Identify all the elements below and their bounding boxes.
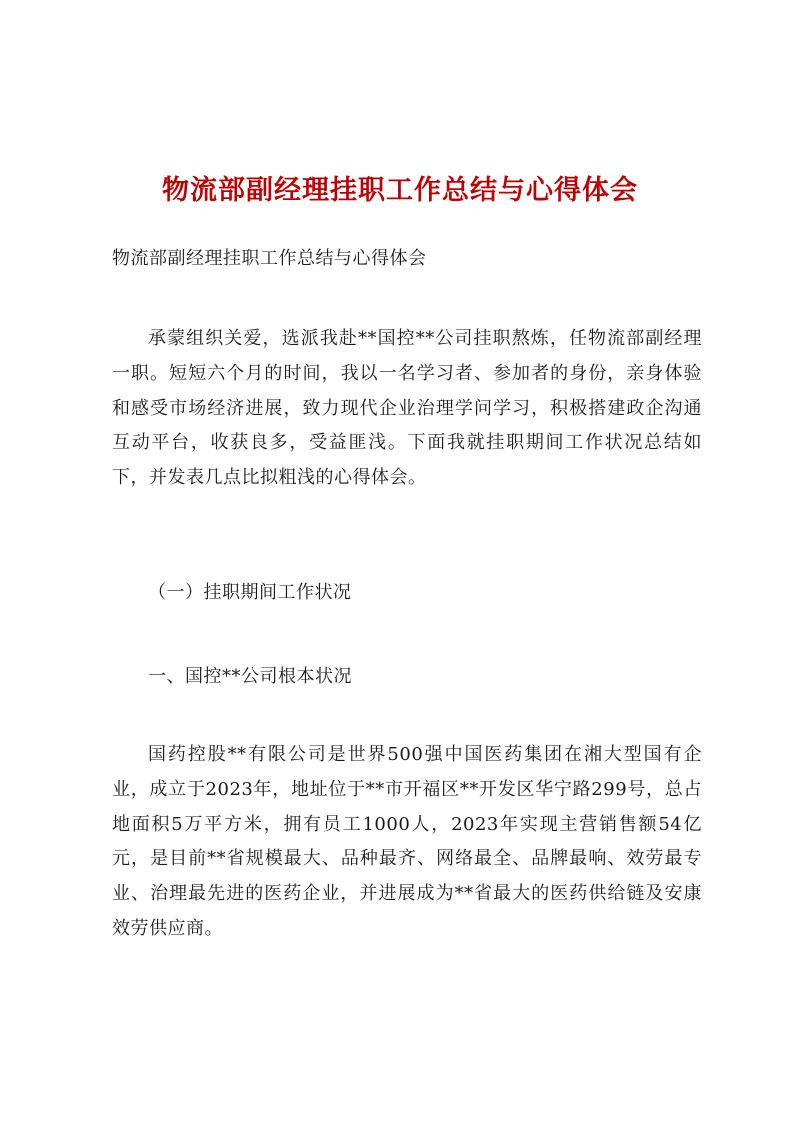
body-paragraph: 国药控股**有限公司是世界500强中国医药集团在湘大型国有企业，成立于2023年，地址位于**市开福区**开发区华宁路299号，总占地面积5万平方米，拥有员工1000人，2023年实现主营销售额54亿元，是目前**省规模最大、品种最齐、网络最全、品牌最响、效劳最专业、治理最先进的医药企业，并进展成为**省最大的医药供给链及安康效劳供应商。 <box>112 744 702 939</box>
section-heading: （一）挂职期间工作状况 <box>148 582 352 603</box>
intro-paragraph: 承蒙组织关爱，选派我赴**国控**公司挂职熬炼，任物流部副经理一职。短短六个月的时间，我以一名学习者、参加者的身份，亲身体验和感受市场经济进展，致力现代企业治理学问学习，积极搭建政企沟通互动平台，收获良多，受益匪浅。下面我就挂职期间工作状况总结如下，并发表几点比拟粗浅的心得体会。 <box>112 328 702 489</box>
subsection-heading: 一、国控**公司根本状况 <box>148 666 352 687</box>
document-title: 物流部副经理挂职工作总结与心得体会 <box>162 175 638 206</box>
document-subtitle: 物流部副经理挂职工作总结与心得体会 <box>112 248 427 269</box>
